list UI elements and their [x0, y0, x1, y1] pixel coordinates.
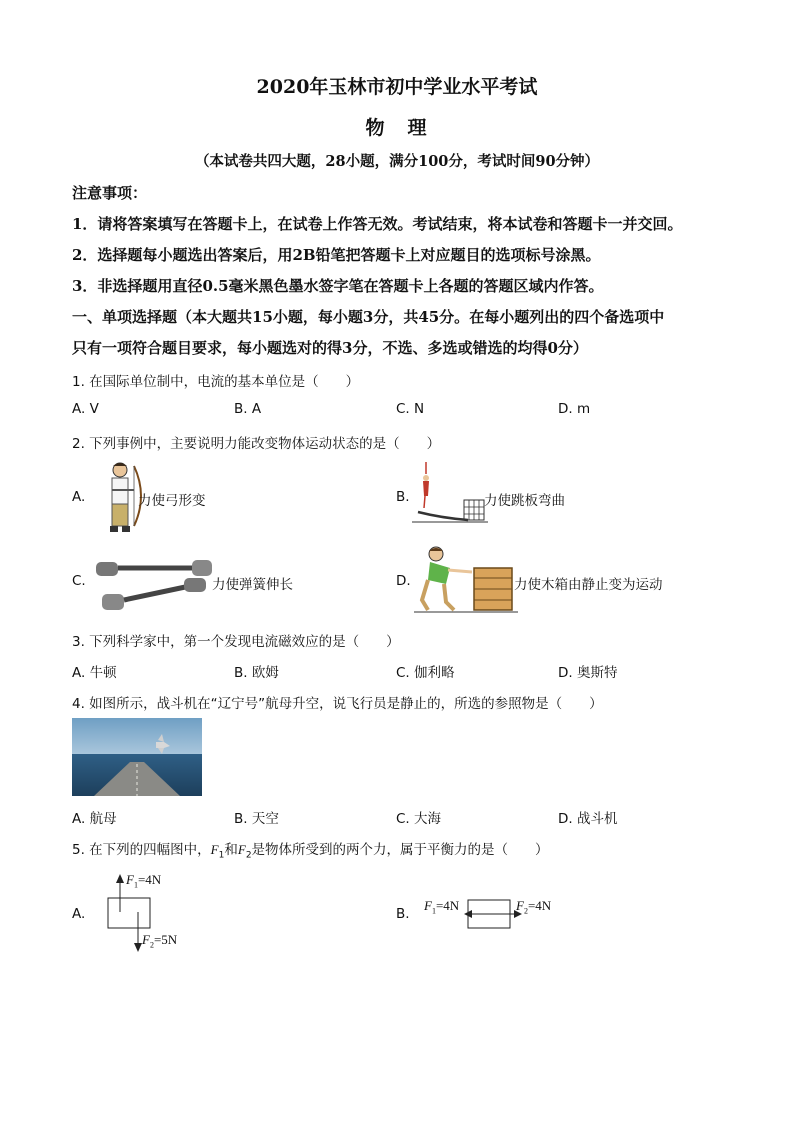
exam-subtitle: （本试卷共四大题，28小题，满分100分，考试时间90分钟）: [194, 153, 600, 170]
pushing-box-figure: [414, 544, 518, 616]
force-f2-subscript: 2: [245, 850, 252, 861]
question-3-option-b: B. 欧姆: [234, 665, 279, 681]
archer-figure: [88, 460, 144, 536]
question-3-option-c: C. 伽利略: [396, 665, 455, 681]
force-f1-subscript: 1: [218, 850, 225, 861]
question-1-stem: 1. 在国际单位制中，电流的基本单位是（ ）: [72, 374, 360, 390]
question-5-option-a-letter: A.: [72, 906, 86, 922]
question-2-option-d-caption: 力使木箱由静止变为运动: [514, 577, 663, 593]
exam-title: 2020年玉林市初中学业水平考试: [256, 76, 538, 98]
question-5-stem-mid: 和: [224, 842, 238, 858]
question-2-option-c-letter: C.: [72, 573, 86, 589]
force-b-f1-value: =4N: [435, 898, 460, 913]
question-4-option-d: D. 战斗机: [558, 811, 618, 827]
force-a-f2-subscript: 2: [149, 940, 154, 950]
force-b-f2-subscript: 2: [523, 906, 528, 916]
force-b-f1-label: [424, 898, 459, 916]
force-f1-symbol: F: [210, 842, 219, 857]
subject-title: 物 理: [365, 117, 429, 139]
question-2-stem: 2. 下列事例中，主要说明力能改变物体运动状态的是（ ）: [72, 436, 441, 452]
section-heading-line2: 只有一项符合题目要求，每小题选对的得3分，不选、多选或错选的均得0分）: [72, 339, 588, 357]
question-5-stem-post: 是物体所受到的两个力，属于平衡力的是（ ）: [251, 842, 549, 858]
question-2-option-b-letter: B.: [396, 489, 410, 505]
force-b-f1-subscript: 1: [431, 906, 436, 916]
question-4-option-b: B. 天空: [234, 811, 279, 827]
carrier-jet-photo: [72, 718, 202, 796]
spring-stretch-figure: [92, 556, 212, 614]
force-a-f2-symbol: F: [142, 932, 150, 947]
force-f2-symbol: F: [237, 842, 246, 857]
notes-heading: 注意事项：: [72, 184, 148, 202]
question-3-stem: 3. 下列科学家中，第一个发现电流磁效应的是（ ）: [72, 634, 400, 650]
force-a-f1-value: =4N: [137, 872, 162, 887]
force-b-f2-value: =4N: [527, 898, 552, 913]
force-a-f1-label: [126, 872, 161, 890]
question-4-option-a: A. 航母: [72, 811, 117, 827]
question-2-option-b-caption: 力使跳板弯曲: [484, 493, 565, 509]
question-1-option-b: B. A: [234, 401, 262, 417]
section-heading-line1: 一、单项选择题（本大题共15小题，每小题3分，共45分。在每小题列出的四个备选项中: [72, 308, 665, 326]
question-2-option-a-letter: A.: [72, 489, 86, 505]
question-5-option-b-letter: B.: [396, 906, 410, 922]
question-1-option-d: D. m: [558, 401, 591, 417]
question-4-option-c: C. 大海: [396, 811, 442, 827]
question-2-option-a-caption: 力使弓形变: [138, 493, 206, 509]
question-4-stem: 4. 如图所示，战斗机在“辽宁号”航母升空，说飞行员是静止的，所选的参照物是（ ）: [72, 696, 603, 712]
force-a-f1-subscript: 1: [133, 880, 138, 890]
question-2-option-c-caption: 力使弹簧伸长: [212, 577, 293, 593]
force-a-f1-symbol: F: [126, 872, 134, 887]
force-a-f2-value: =5N: [153, 932, 178, 947]
force-b-f2-label: [516, 898, 551, 916]
question-1-option-c: C. N: [396, 401, 425, 417]
force-b-f1-symbol: F: [424, 898, 432, 913]
question-3-option-a: A. 牛顿: [72, 665, 117, 681]
question-1-option-a: A. V: [72, 401, 99, 417]
diving-board-figure: [412, 460, 488, 530]
note-item-2: 2．选择题每小题选出答案后，用2B铅笔把答题卡上对应题目的选项标号涂黑。: [72, 246, 601, 264]
note-item-1: 1．请将答案填写在答题卡上，在试卷上作答无效。考试结束，将本试卷和答题卡一并交回。: [72, 215, 683, 233]
question-5-stem-pre: 5. 在下列的四幅图中，: [72, 842, 211, 858]
force-a-f2-label: [142, 932, 177, 950]
note-item-3: 3．非选择题用直径0.5毫米黑色墨水签字笔在答题卡上各题的答题区域内作答。: [72, 277, 604, 295]
question-2-option-d-letter: D.: [396, 573, 411, 589]
force-b-f2-symbol: F: [516, 898, 524, 913]
question-3-option-d: D. 奥斯特: [558, 665, 618, 681]
question-5-stem: [72, 838, 549, 861]
